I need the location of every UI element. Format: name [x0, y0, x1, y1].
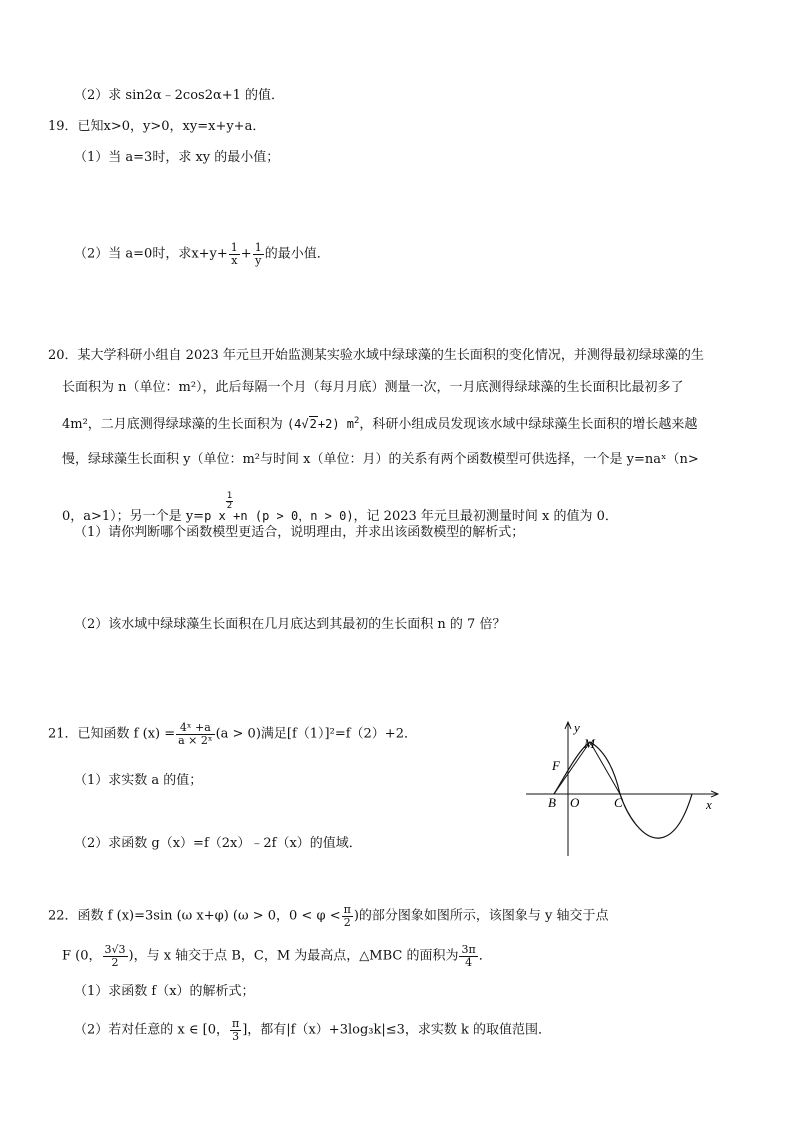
- q20-line4: 慢，绿球藻生长面积 y（单位：m²与时间 x（单位：月）的关系有两个函数模型可供选择，一个是 y=naˣ（n>: [62, 452, 699, 467]
- q22-line2: [62, 944, 492, 968]
- frac-pi-over-2: [342, 904, 353, 928]
- q20-line3b: ，科研小组成员发现该水域中绿球藻生长面积的增长越来越: [359, 417, 698, 432]
- q22-line2c: ．: [478, 948, 492, 964]
- q21-stem-b: (a > 0)满足[f（1）]²=f（2）+2．: [215, 726, 417, 742]
- q22-part2: [74, 1018, 551, 1042]
- q21-stem-a: 21．已知函数 f (x) =: [48, 726, 176, 742]
- q19-part1: （1）当 a=3时，求 xy 的最小值；: [74, 150, 280, 165]
- q19-part2-suffix: 的最小值．: [264, 246, 330, 262]
- frac-num: π: [343, 903, 351, 916]
- q20-line5: [62, 492, 618, 525]
- q21-part1: （1）求实数 a 的值；: [74, 773, 203, 788]
- frac-num: 4ˣ +a: [176, 722, 214, 735]
- expr-part: +n (p > 0，n > 0): [233, 509, 354, 523]
- frac-3pi-over-4: [459, 944, 477, 968]
- q20-part1: （1）请你判断哪个函数模型更适合，说明理由，并求出该函数模型的解析式；: [74, 525, 525, 540]
- q21-part2: （2）求函数 g（x）=f（2x）﹣2f（x）的值域．: [74, 836, 362, 851]
- q22-part2a: （2）若对任意的 x ∈ [0，: [74, 1022, 229, 1038]
- q19-part2-prefix: （2）当 a=0时，求: [74, 246, 192, 262]
- expr-sup: 2: [354, 416, 360, 426]
- q20-line5b: ，记 2023 年元旦最初测量时间 x 的值为 0．: [353, 509, 618, 524]
- frac-num: 3√3: [104, 943, 126, 956]
- function-graph: [520, 718, 730, 860]
- frac-1-over-x: [229, 242, 240, 266]
- q20-line1: 20．某大学科研小组自 2023 年元旦开始监测某实验水域中绿球藻的生长面积的变化情况，并测得最初绿球藻的生: [48, 348, 704, 363]
- label-y: y: [574, 720, 580, 735]
- q22-part1: （1）求函数 f（x）的解析式；: [74, 984, 255, 999]
- q22-line1: [48, 904, 609, 928]
- frac-pi-over-3: [230, 1018, 241, 1042]
- label-B: B: [548, 795, 556, 810]
- expr-part: p x: [204, 509, 226, 523]
- expr-root: 2: [309, 417, 317, 431]
- q19-part2-expr: x+y+: [191, 246, 228, 262]
- q22-line1a: 22．函数 f (x)=3sin (ω x+φ) (ω > 0，0 < φ <: [48, 908, 341, 924]
- label-C: C: [614, 795, 623, 810]
- frac-num: 3π: [461, 943, 476, 956]
- sine-curve: [554, 742, 692, 838]
- q20-line5-expr: [204, 491, 354, 523]
- frac-den: 2: [343, 915, 351, 929]
- frac-den: y: [255, 253, 262, 267]
- q20-line2: 长面积为 n（单位：m²），此后每隔一个月（每月月底）测量一次，一月底测得绿球藻的生长面积比最初多了: [62, 380, 684, 395]
- q21-frac: [176, 722, 214, 746]
- q20-line3: [62, 416, 697, 433]
- q20-line5a: 0，a>1）；另一个是 y=: [62, 509, 205, 524]
- q20-line3-expr: (4√2+2) $m^2$: [286, 416, 360, 431]
- frac-num: 1: [254, 241, 262, 254]
- q19-stem: 19．已知x>0，y>0，xy=x+y+a．: [48, 119, 266, 134]
- q22-part2b: ]，都有|f（x）+3log₃k|≤3，求实数 k 的取值范围．: [242, 1022, 552, 1038]
- q19-part2: （2）当 a=0时，求x+y+ $\frac{1}{x}$ + $\frac{1}{y}$ 的最小值．: [74, 241, 330, 267]
- label-x: x: [706, 797, 712, 812]
- q22-line1b: )的部分图象如图所示，该图象与 y 轴交于点: [353, 908, 609, 924]
- frac-den: 3: [232, 1029, 240, 1043]
- label-F: F: [552, 758, 560, 773]
- q22-line2a: F (0，: [62, 948, 102, 964]
- q21-stem: [48, 722, 417, 746]
- frac-3root3-over-2: [103, 944, 128, 968]
- exp-den: 2: [226, 501, 233, 511]
- frac-den: 4: [465, 955, 473, 969]
- expr-part: +2) m: [317, 417, 354, 431]
- label-M: M: [584, 736, 595, 751]
- frac-den: x: [231, 253, 238, 267]
- frac-num: 1: [230, 241, 238, 254]
- exp-num: 1: [226, 491, 233, 501]
- q22-line2b: )，与 x 轴交于点 B，C，M 为最高点，△MBC 的面积为: [128, 948, 459, 964]
- q20-line3a: 4m²，二月底测得绿球藻的生长面积为: [62, 417, 283, 432]
- frac-den: 2: [111, 955, 119, 969]
- frac-1-over-y: [253, 242, 264, 266]
- q20-part2: （2）该水域中绿球藻生长面积在几月底达到其最初的生长面积 n 的 7 倍？: [74, 617, 506, 632]
- frac-den: a × 2ˣ: [178, 733, 213, 747]
- q18-part2: （2）求 sin2α﹣2cos2α+1 的值．: [74, 88, 285, 103]
- frac-num: π: [231, 1017, 240, 1030]
- expr-part: (4: [286, 417, 302, 431]
- label-O: O: [570, 795, 580, 810]
